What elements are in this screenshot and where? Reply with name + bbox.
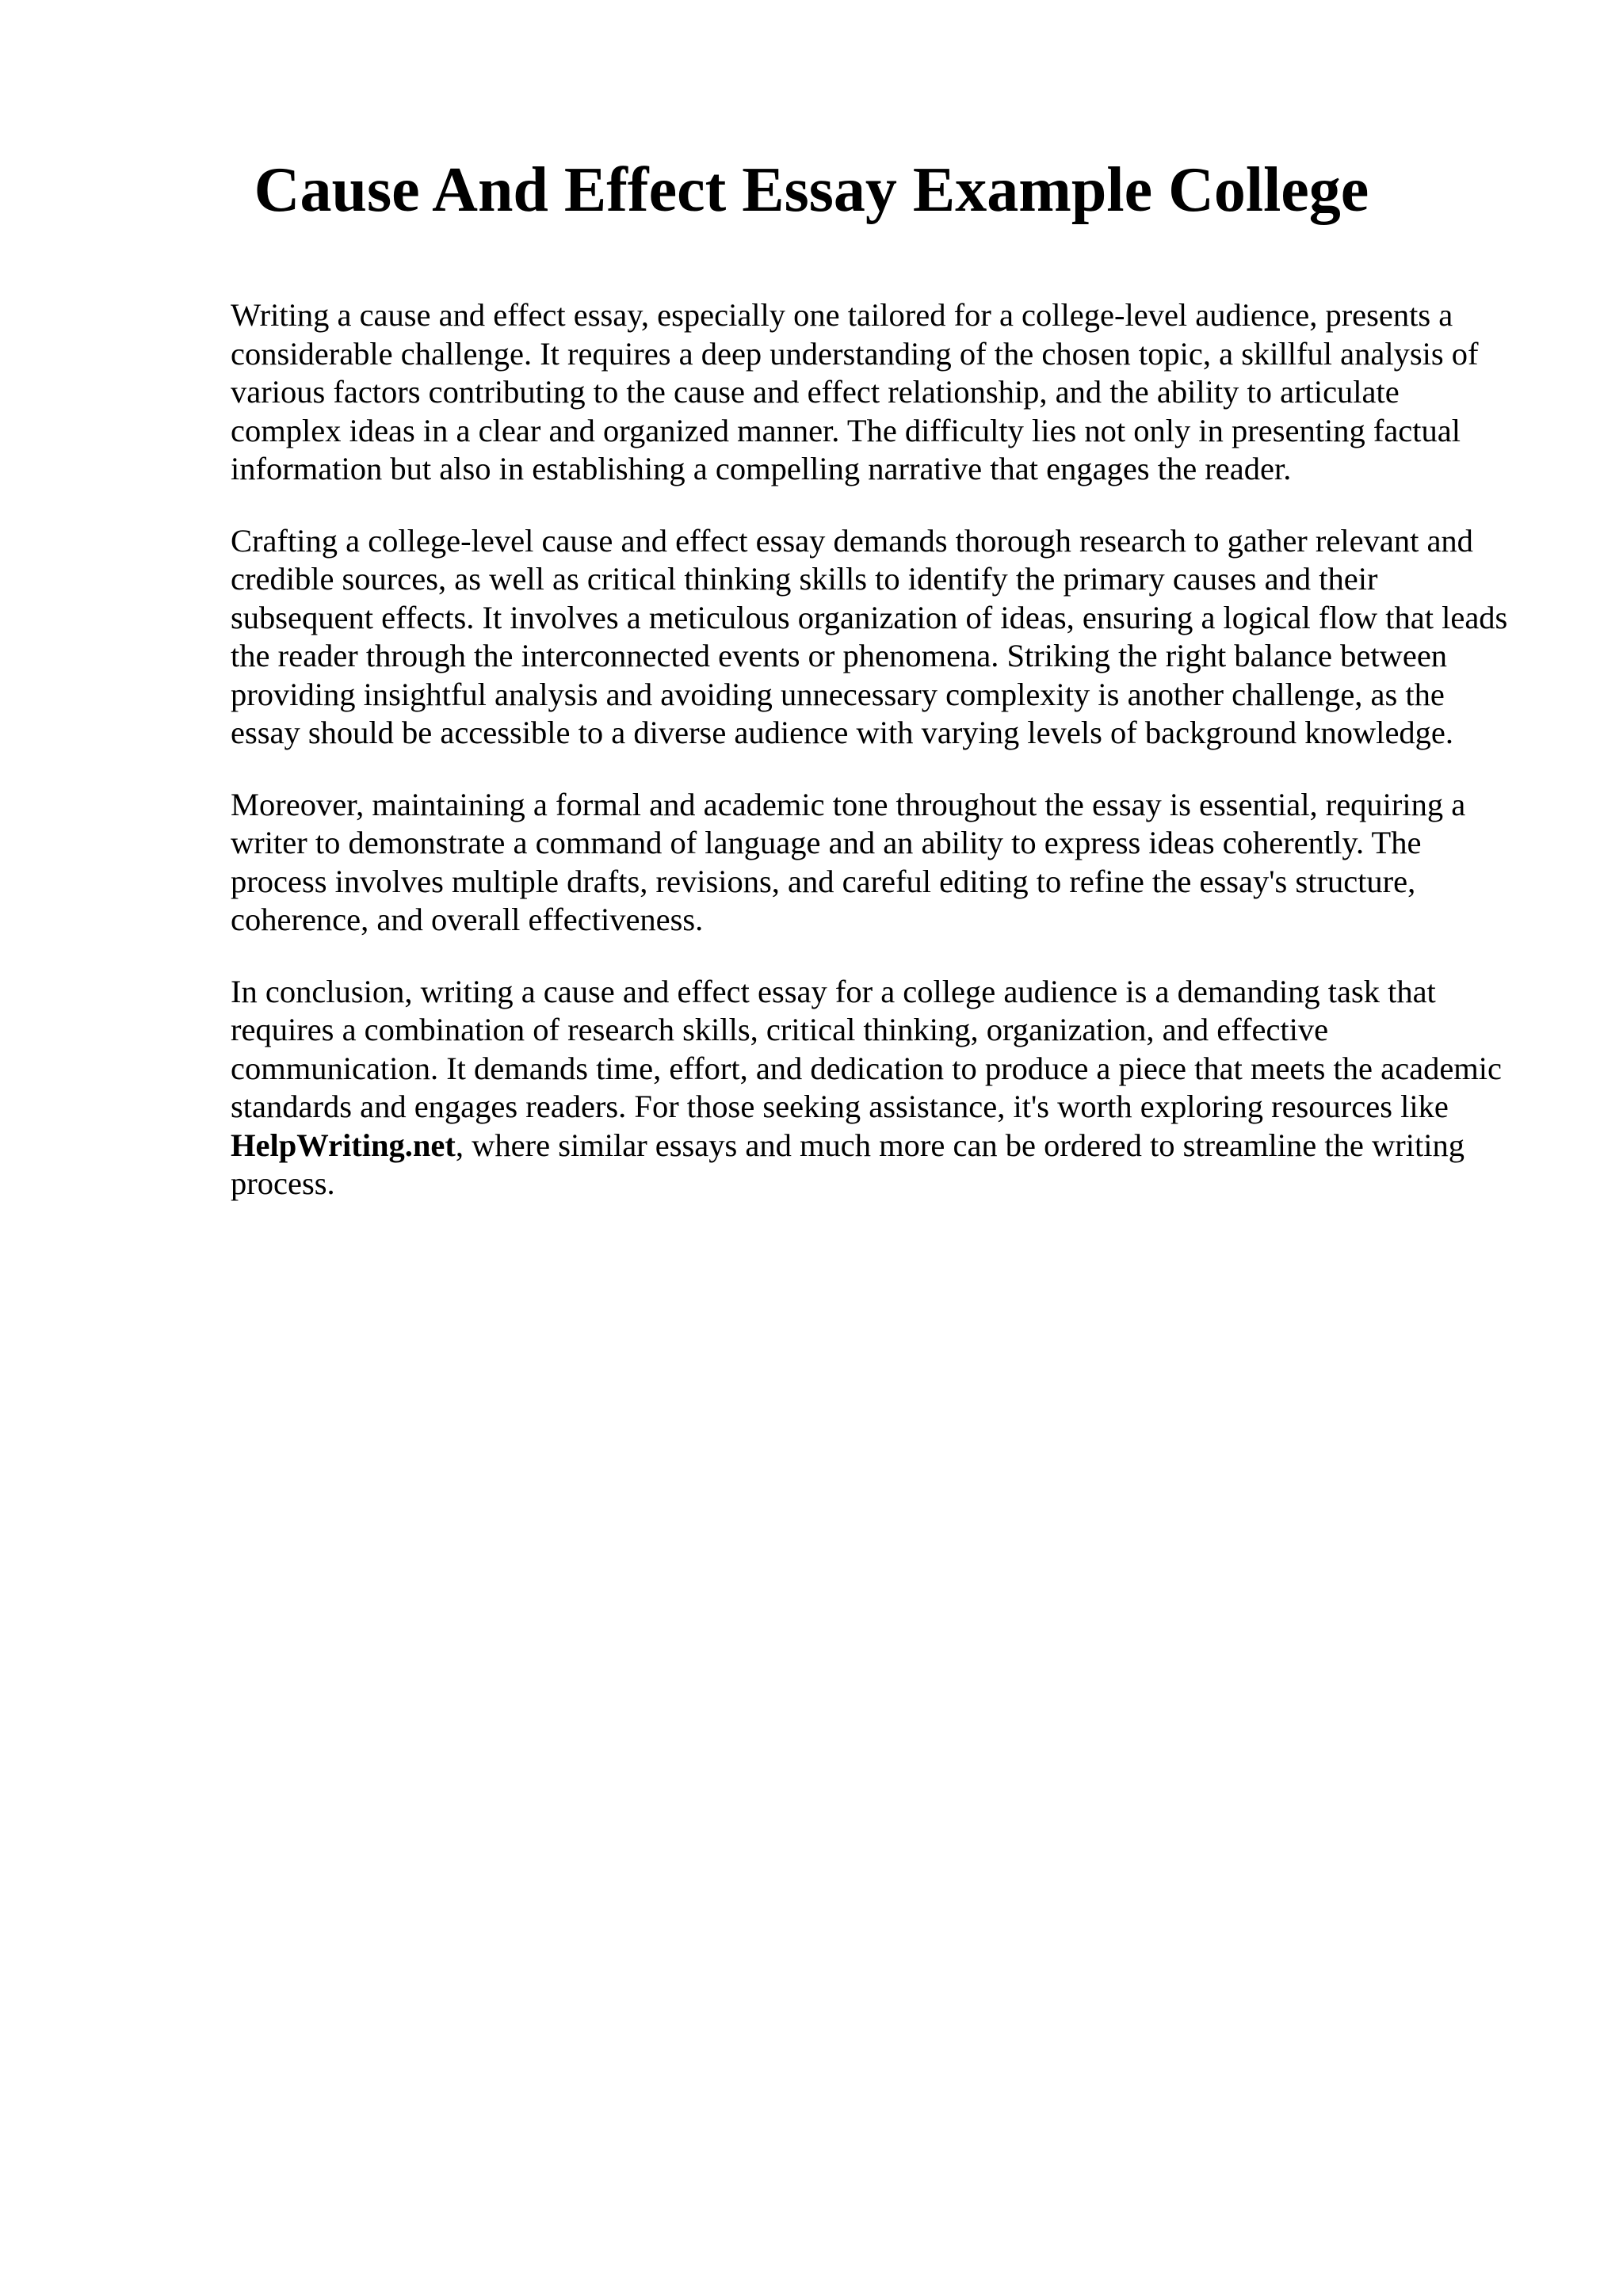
document-title: Cause And Effect Essay Example College (254, 155, 1369, 225)
conclusion-text-after-link: , where similar essays and much more can be ordered to streamline the writing process. (231, 1127, 1465, 1201)
paragraph-conclusion (231, 973, 1514, 1203)
paragraph-1: Writing a cause and effect essay, especially one tailored for a college-level audience, presents a considerable challenge. It requires a deep understanding of the chosen topic, a skillful analysis of various factors contributing to the cause and effect relationship, and the ability to articulate complex ideas in a clear and organized manner. The difficulty lies not only in presenting factual information but also in establishing a compelling narrative that engages the reader. (231, 297, 1479, 486)
document-body (231, 296, 1514, 1237)
paragraph-2: Crafting a college-level cause and effect essay demands thorough research to gather relevant and credible sources, as well as critical thinking skills to identify the primary causes and their subsequent effects. It involves a meticulous organization of ideas, ensuring a logical flow that leads the reader through the interconnected events or phenomena. Striking the right balance between providing insightful analysis and avoiding unnecessary complexity is another challenge, as the essay should be accessible to a diverse audience with varying levels of background knowledge. (231, 522, 1508, 750)
helpwriting-link[interactable]: HelpWriting.net (231, 1127, 456, 1163)
paragraph-3: Moreover, maintaining a formal and academic tone throughout the essay is essential, requiring a writer to demonstrate a command of language and an ability to express ideas coherently. The process involves multiple drafts, revisions, and careful editing to refine the essay's structure, coherence, and overall effectiveness. (231, 786, 1466, 937)
conclusion-text-before-link: In conclusion, writing a cause and effect essay for a college audience is a demanding task that requires a combination of research skills, critical thinking, organization, and effective communication. It demands time, effort, and dedication to produce a piece that meets the academic standards and engages readers. For those seeking assistance, it's worth exploring resources like (231, 973, 1503, 1124)
